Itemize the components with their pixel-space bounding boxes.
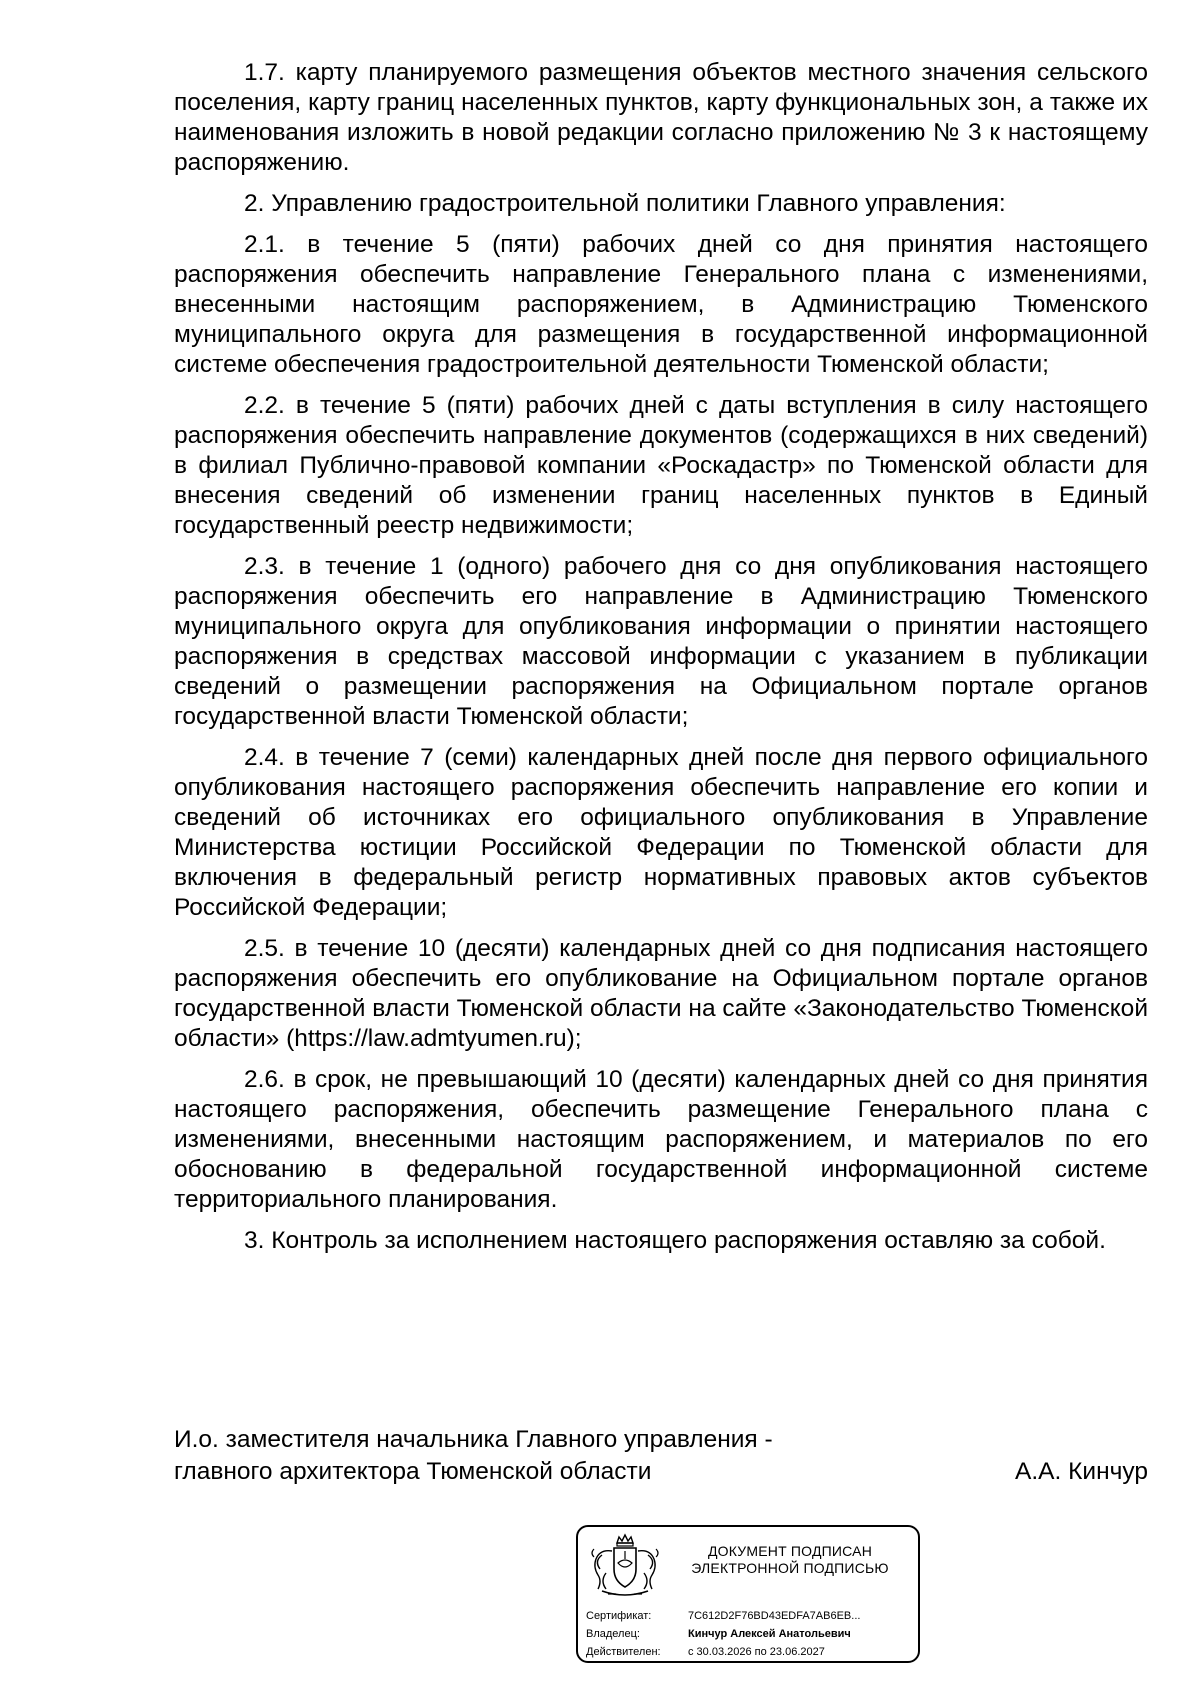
stamp-title-line2: ЭЛЕКТРОННОЙ ПОДПИСЬЮ: [691, 1560, 889, 1576]
valid-label: Действителен:: [586, 1646, 661, 1658]
stamp-title-line1: ДОКУМЕНТ ПОДПИСАН: [707, 1543, 873, 1559]
paragraph-2-5: 2.5. в течение 10 (десяти) календарных дней со дня подписания настоящего распоряжения обеспечить его опубликование на Официальном портале органов государственной власти Тюменской области на сайте «Законодательство Тюменской области» (https://law.admtyumen.ru);: [174, 935, 1148, 1052]
signature-line: [174, 1456, 1148, 1488]
owner-label: Владелец:: [586, 1628, 640, 1640]
paragraph-3: 3. Контроль за исполнением настоящего распоряжения оставляю за собой.: [244, 1227, 1106, 1254]
signature-block: [174, 1424, 1148, 1488]
paragraph-2-6: 2.6. в срок, не превышающий 10 (десяти) календарных дней со дня принятия настоящего распоряжения, обеспечить размещение Генерального плана с изменениями, внесенными настоящим распоряжением, и материалов по его обоснованию в федеральной государственной информационной системе территориального планирования.: [174, 1066, 1148, 1213]
certificate-value: 7C612D2F76BD43EDFA7AB6EB...: [688, 1610, 861, 1622]
valid-value: с 30.03.2026 по 23.06.2027: [688, 1646, 825, 1658]
stamp-details: [586, 1607, 914, 1661]
stamp-title: [670, 1543, 910, 1577]
stamp-certificate-row: [586, 1607, 914, 1625]
signatory-position-line2: главного архитектора Тюменской области: [174, 1458, 652, 1485]
signatory-position-line1: И.о. заместителя начальника Главного управления -: [174, 1426, 773, 1453]
document-body: [174, 58, 1148, 1267]
stamp-valid-row: [586, 1643, 914, 1661]
electronic-signature-stamp: [576, 1525, 920, 1663]
signatory-name: А.А. Кинчур: [1015, 1458, 1148, 1485]
paragraph-2-2: 2.2. в течение 5 (пяти) рабочих дней с даты вступления в силу настоящего распоряжения обеспечить направление документов (содержащихся в них сведений) в филиал Публично-правовой компании «Роскадастр» по Тюменской области для внесения сведений об изменении границ населенных пунктов в Единый государственный реестр недвижимости;: [174, 392, 1148, 539]
owner-value: Кинчур Алексей Анатольевич: [688, 1628, 851, 1640]
stamp-owner-row: [586, 1625, 914, 1643]
certificate-label: Сертификат:: [586, 1610, 652, 1622]
paragraph-2-1: 2.1. в течение 5 (пяти) рабочих дней со дня принятия настоящего распоряжения обеспечить направление Генерального плана с изменениями, внесенными настоящим распоряжением, в Администрацию Тюменского муниципального округа для размещения в государственной информационной системе обеспечения градостроительной деятельности Тюменской области;: [174, 231, 1148, 378]
paragraph-1-7: 1.7. карту планируемого размещения объектов местного значения сельского поселения, карту границ населенных пунктов, карту функциональных зон, а также их наименования изложить в новой редакции согласно приложению № 3 к настоящему распоряжению.: [174, 59, 1148, 176]
paragraph-2-4: 2.4. в течение 7 (семи) календарных дней после дня первого официального опубликования настоящего распоряжения обеспечить направление его копии и сведений об источниках его официального опубликования в Управление Министерства юстиции Российской Федерации по Тюменской области для включения в федеральный регистр нормативных правовых актов субъектов Российской Федерации;: [174, 744, 1148, 921]
paragraph-2-3: 2.3. в течение 1 (одного) рабочего дня со дня опубликования настоящего распоряжения обеспечить его направление в Администрацию Тюменского муниципального округа для опубликования информации о принятии настоящего распоряжения в средствах массовой информации с указанием в публикации сведений о размещении распоряжения на Официальном портале органов государственной власти Тюменской области;: [174, 553, 1148, 730]
coat-of-arms-icon: [588, 1533, 662, 1599]
paragraph-2: 2. Управлению градостроительной политики Главного управления:: [244, 190, 1006, 217]
